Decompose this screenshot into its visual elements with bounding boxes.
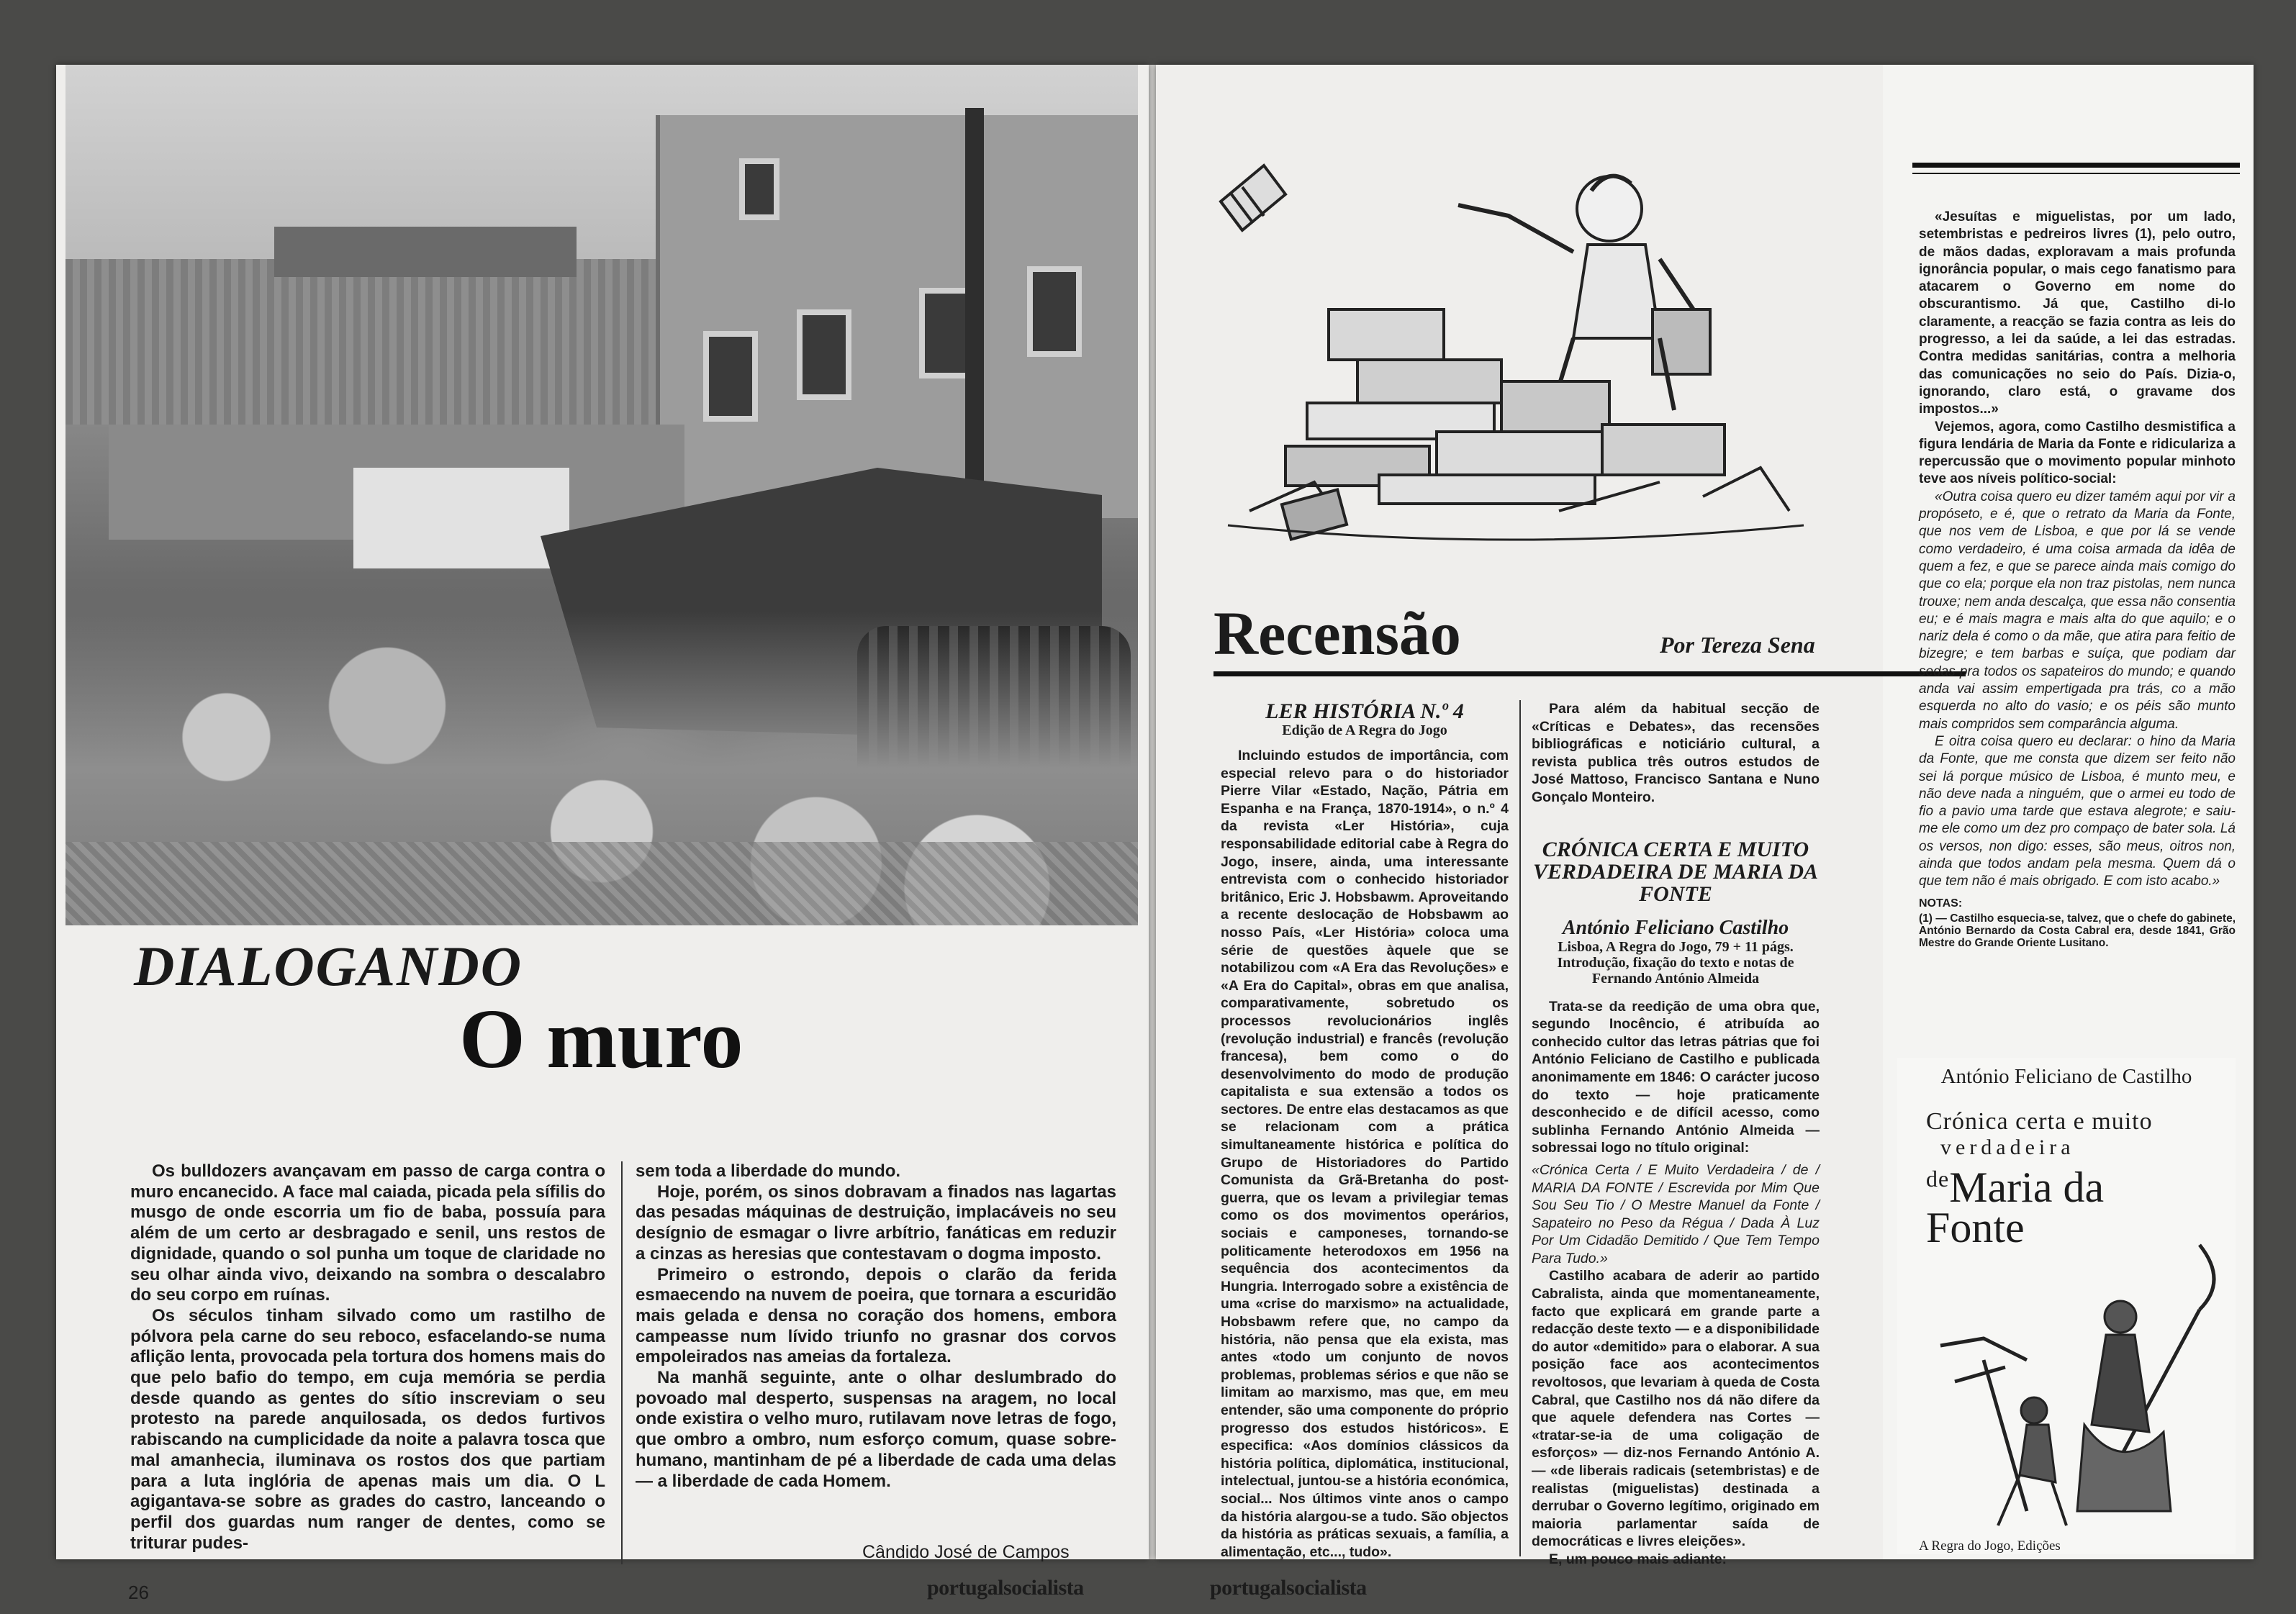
- notes-heading: NOTAS:: [1919, 897, 1963, 910]
- quote: «Outra coisa quero eu dizer tamém aqui por vir a propóseto, e é, que o retrato da Maria da Fonte, que nos vem de Lisboa, e que por lá se vende como verdadeiro, é uma coisa armada da idêa de quem a fez, e que se parece ainda mais comigo do que co ela; porque ela non traz pistolas, nem nunca trouxe; nem anda descalça, que essa não consentia eu; e é mais magra e mais alta do que aquilo; e o nariz dela é como o da mãe, que atira para feitio de bizegre; e tem barbas e suíça, que podiam dar sedas pra todos os sapateiros do mundo; e quando anda vai assim empertigada pra trás, co a mão esquerda no alto do vasio; e os péis são munto mais compridos sem comparância alguma.: [1919, 489, 2236, 732]
- review-column-1: [1221, 700, 1509, 1561]
- quote: E oitra coisa quero eu declarar: o hino da Maria da Fonte, que me consta que dizem ser feito não sei lá porque músico de Lisboa, é munto meu, e não deve nada a ninguém, que o armei eu todo de fio a pavio uma tarde que estava alegrote; e saiu-me ele como um dez pro compaço de bater sola. Lá os versos, non digo: esses, são meus, oitros non, ainda que todos andam pela mesma. Quem dá o que tem não é mais obrigado. E com isto acabo.»: [1919, 733, 2236, 889]
- book-cover-title-line: Crónica certa e muito: [1926, 1108, 2153, 1135]
- column-divider: [1519, 700, 1521, 1556]
- book-cover-title-big: Fonte: [1926, 1204, 2025, 1251]
- paragraph: Castilho acabara de aderir ao partido Cabralista, ainda que momentaneamente, facto que explicará em grande parte a redacção deste texto — e a disponibilidade do autor «demitido» para o elaborar. A sua posição face aos acontecimentos revoltosos, que levariam à queda de Costa Cabral, que Castilho nos dá não difere da que aquele defendera nas Cortes — «tratar-se-ia de uma coligação de esforços» — diz-nos Fernando António A. — «de liberais radicais (setembristas) e de realistas (miguelistas) destinada a derrubar o Governo legítimo, originado em maioria parlamentar saída de democráticas e livres eleições».: [1532, 1268, 1820, 1550]
- paragraph: sem toda a liberdade do mundo.: [636, 1161, 901, 1181]
- paragraph: Trata-se da reedição de uma obra que, segundo Inocêncio, é atribuída ao conhecido cultor das letras pátrias que foi António Feliciano de Castilho e publicada anonimamente em 1846: O carácter jucoso do texto — hoje praticamente desconhecido e de difícil acesso, como sublinha Fernando António Almeida — sobressai logo no título original:: [1532, 998, 1820, 1156]
- quote: «Crónica Certa / E Muito Verdadeira / de / MARIA DA FONTE / Escrevida por Mim Que Sou Seu Tio / O Mestre Manuel da Fonte / Sapateiro no Peso da Régua / Dada À Luz Por Um Cidadão Demitido / Que Tem Tempo Para Tudo.»: [1532, 1161, 1820, 1266]
- sidebar-rule-thin: [1912, 173, 2240, 174]
- book-cover-publisher: A Regra do Jogo, Edições: [1919, 1538, 2061, 1554]
- paragraph: Na manhã seguinte, ante o olhar deslumbrado do povoado mal desperto, suspensas na aragem, no local onde existira o velho muro, rutilavam nove letras de fogo, que ombro a ombro, num esforço comum, quase sobre-humano, mantinham de pé a liberdade de cada uma delas — a liberdade de cada Homem.: [636, 1368, 1116, 1491]
- paragraph: Para além da habitual secção de «Críticas e Debates», das recensões bibliográficas e noticiário cultural, a revista publica três outros estudos de José Mattoso, Francisco Santana e Nuno Gonçalo Monteiro.: [1532, 701, 1820, 805]
- author-signature: Cândido José de Campos: [862, 1542, 1070, 1562]
- paragraph: E, um pouco mais adiante:: [1549, 1551, 1727, 1567]
- sidebar-rule: [1912, 163, 2240, 168]
- book-cover-image: [1897, 1058, 2236, 1554]
- review-subtitle: Edição de A Regra do Jogo: [1282, 722, 1447, 738]
- right-page: [1156, 65, 2254, 1600]
- article-headline: O muro: [459, 992, 744, 1086]
- article-kicker: DIALOGANDO: [134, 935, 523, 997]
- book-cover-title-prefix: de: [1926, 1166, 1950, 1192]
- section-rule: [1213, 671, 1966, 676]
- review-details: Lisboa, A Regra do Jogo, 79 + 11 págs. Introdução, fixação do texto e notas de Fernando António Almeida: [1557, 938, 1794, 987]
- review-title: LER HISTÓRIA N.º 4: [1265, 699, 1464, 723]
- book-cover-title-line: [1926, 1166, 2228, 1209]
- left-page: [56, 65, 1149, 1603]
- sidebar-column: [1919, 209, 2236, 949]
- review-column-2: [1532, 700, 1820, 1569]
- maria-da-fonte-woodcut: [1912, 1238, 2236, 1533]
- bulldozer-photo: [65, 65, 1138, 925]
- page-number: 26: [128, 1582, 149, 1603]
- paragraph: Vejemos, agora, como Castilho desmistifica a figura lendária de Maria da Fonte e ridiculariza a repercussão que o movimento popular minhoto teve aos níveis político-social:: [1919, 419, 2236, 487]
- review-author: António Feliciano Castilho: [1562, 916, 1789, 939]
- masthead-footer: portugalsocialista: [1210, 1576, 1367, 1600]
- spine-gutter: [1149, 65, 1156, 1559]
- section-byline: Por Tereza Sena: [1660, 632, 1815, 658]
- paragraph: Primeiro o estrondo, depois o clarão da ferida esmaecendo na nuvem de poeira, que tornara a escuridão mais gelada e densa no coração dos homens, embora campeasse num lívido triunfo no grasnar dos corvos empoleirados nas ameias da fortaleza.: [636, 1264, 1116, 1367]
- section-title: Recensão: [1213, 599, 1461, 668]
- paragraph: Incluindo estudos de importância, com especial relevo para o do historiador Pierre Vilar «Estado, Nação, Pátria em Espanha e na França, 1870-1914», o n.º 4 da revista «Ler História», cuja responsabilidade editorial cabe à Regra do Jogo, insere, ainda, uma interessante entrevista com o conhecido historiador britânico, Eric J. Hobsbawm. Aproveitando a recente deslocação de Hobsbawm ao nosso País, «Ler História» coloca uma série de questões àquele que se notabilizou com «A Era das Revoluções» e «A Era do Capital», obras em que analisa, comparativamente, sobretudo os processos revolucionários inglês (revolução industrial) e francês (revolução francesa), bem como o do desenvolvimento do modo de produção capitalista e sua extensão a todos os sectores. De entre elas destacamos as que se relacionam com a prática simultaneamente histórica e política do Grupo de Historiadores do Partido Comunista da Grã-Bretanha do post-guerra, que os levam a privilegiar temas como os dos movimentos operários, sociais e camponeses, tornando-se politicamente heterodoxos em 1956 na sequência dos acontecimentos da Hungria. Interrogado sobre a existência de uma «crise do marxismo» na actualidade, Hobsbawm refere que, no campo da história, não pensa que ela exista, mas antes «todo um conjunto de novos problemas, problemas sérios e que não se limitam ao marxismo, mas que, em meu entender, são uma componente do próprio progresso dos estudos históricos». E especifica: «Aos domínios clássicos da história política, diplomática, institucional, intelectual, juntou-se a história económica, social... Nos últimos vinte anos o campo da história alargou-se a tudo. São objectos da história as práticas sexuais, a família, a alimentação, etc..., tudo».: [1221, 748, 1509, 1560]
- book-cover-author: António Feliciano de Castilho: [1940, 1065, 2192, 1088]
- paragraph: Os bulldozers avançavam em passo de carga contra o muro encanecido. A face mal caiada, picada pela sífilis do musgo de onde escorria um fio de baba, possuía para além de um certo ar desbragado e senil, uns restos de dignidade, quando o sol punha um toque de claridade no seu olhar ainda vivo, deixando na sombra o descalabro do seu corpo em ruínas.: [130, 1161, 605, 1305]
- column-divider: [621, 1161, 623, 1564]
- books-cartoon-illustration: [1199, 122, 1818, 568]
- article-column-2: [636, 1161, 1116, 1492]
- quote: «Jesuítas e miguelistas, por um lado, setembristas e pedreiros livres (1), pelo outro, de mãos dadas, exploravam a mais profunda ignorância popular, o mais cego fanatismo para atacarem o Governo em nome do obscurantismo. Já que, Castilho di-lo claramente, a reacção se fazia contra as leis do progresso, a lei da saúde, a lei das estradas. Contra medidas sanitárias, contra a melhoria das comunicações no seio do País. Dizia-o, ignorando, claro está, o gravame dos impostos...»: [1919, 209, 2236, 417]
- footnote: (1) — Castilho esquecia-se, talvez, que o chefe do gabinete, António Bernardo da Costa Cabral era, desde 1841, Grão Mestre do Grande Oriente Lusitano.: [1919, 912, 2236, 949]
- masthead-footer: portugalsocialista: [927, 1576, 1084, 1600]
- book-cover-title-line: verdadeira: [1940, 1135, 2075, 1159]
- paragraph: Os séculos tinham silvado como um rastilho de pólvora pela carne do seu reboco, esfacelando-se numa aflição lenta, provocada pela tortura dos homens mais do que pelo bafio do tempo, em cuja memória se perdia desde quando as gentes do sítio inscreviam o seu protesto na parede anquilosada, os dedos furtivos rabiscando na cumplicidade da noite a palavra tosca que mal amanhecia, iluminava os rostos dos que partiam para a luta inglória de apenas mais um dia. O L agigantava-se sobre as grades do castro, lanceando o perfil dos guardas num ranger de dentes, como se triturar pudes-: [130, 1305, 605, 1553]
- book-cover-title-big: Maria da: [1949, 1164, 2105, 1211]
- paragraph: Hoje, porém, os sinos dobravam a finados nas lagartas das pesadas máquinas de destruição, implacáveis no seu desígnio de esmagar o livre arbítrio, fanáticas em reduzir a cinzas as heresias que contestavam o dogma imposto.: [636, 1182, 1116, 1264]
- article-column-1: [130, 1161, 605, 1554]
- review-title: CRÓNICA CERTA E MUITO VERDADEIRA DE MARIA DA FONTE: [1533, 837, 1818, 906]
